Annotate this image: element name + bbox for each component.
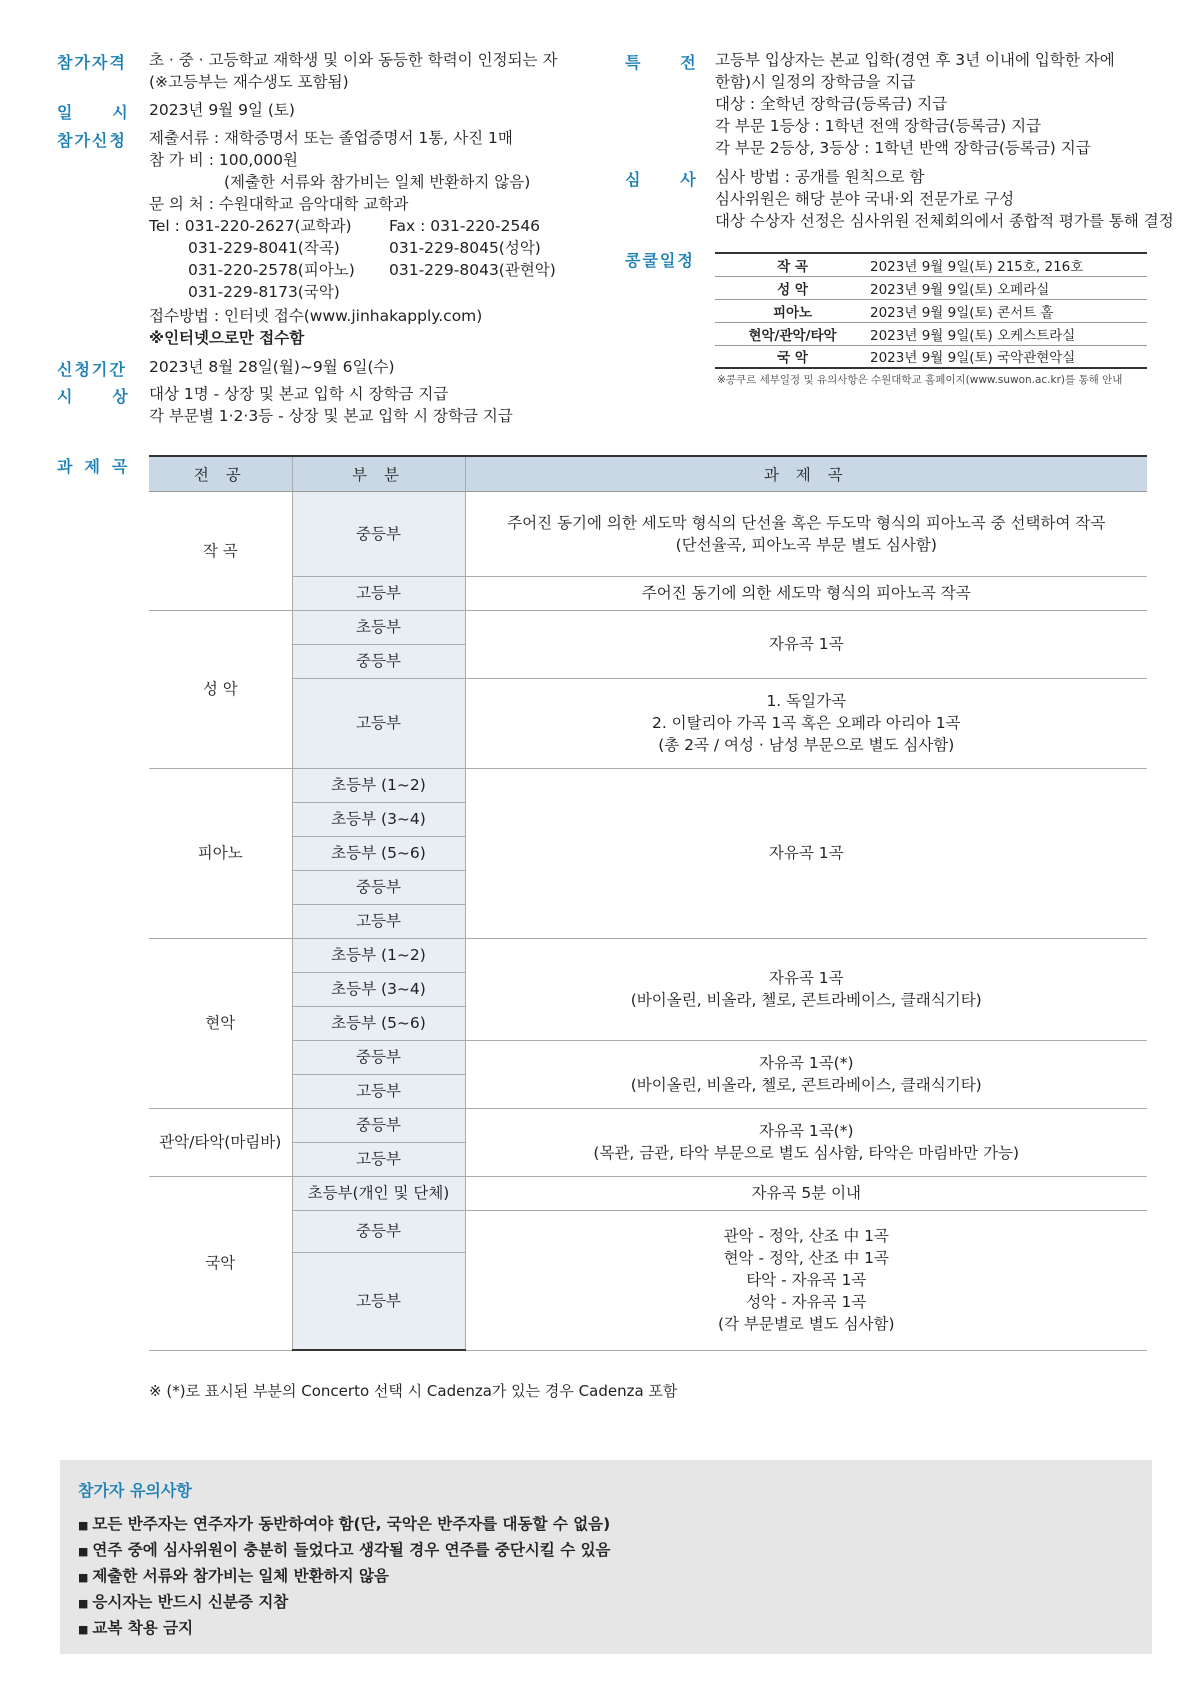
schedule-when: 2023년 9월 9일(토) 콘서트 홀: [870, 299, 1147, 322]
application-contact: 문 의 처 : 수원대학교 음악대학 교학과: [149, 195, 409, 213]
schedule-row: [715, 276, 1147, 299]
eligibility-line-2: (※고등부는 재수생도 포함됨): [149, 73, 349, 91]
application-documents: 제출서류 : 재학증명서 또는 졸업증명서 1통, 사진 1매: [149, 129, 513, 147]
division-cell: 중등부: [292, 491, 465, 576]
task-cell: 자유곡 1곡: [465, 768, 1147, 938]
table-row: [149, 1210, 1147, 1252]
major-strings: 현악: [149, 938, 292, 1108]
task-line: 1. 독일가곡: [766, 692, 847, 710]
schedule-part: 현악/관악/타악: [715, 322, 870, 345]
tel-vocal: 031-229-8045(성악): [389, 239, 541, 257]
division-cell: 초등부 (1~2): [292, 938, 465, 972]
task-line: 관악 - 정악, 산조 中 1곡: [723, 1227, 889, 1245]
notice-item-text: 응시자는 반드시 신분증 지참: [92, 1593, 289, 1611]
judging-label: 심 사: [625, 170, 698, 189]
schedule-row: [715, 322, 1147, 345]
task-line: 성악 - 자유곡 1곡: [746, 1293, 867, 1311]
tel-composition: 031-229-8041(작곡): [188, 239, 340, 257]
list-item: [78, 1616, 611, 1642]
schedule-row: [715, 345, 1147, 368]
table-row: [149, 678, 1147, 768]
task-line: 타악 - 자유곡 1곡: [746, 1271, 867, 1289]
table-header-row: [149, 456, 1147, 491]
task-cell: [465, 938, 1147, 1040]
schedule-when: 2023년 9월 9일(토) 오케스트라실: [870, 322, 1147, 345]
awards-line-2: 각 부문별 1·2·3등 - 상장 및 본교 입학 시 장학금 지급: [149, 407, 513, 425]
list-item: [78, 1590, 611, 1616]
division-cell: 초등부: [292, 610, 465, 644]
division-cell: 중등부: [292, 1040, 465, 1074]
division-cell: 고등부: [292, 1142, 465, 1176]
division-cell: 고등부: [292, 1252, 465, 1350]
date-label: 일 시: [57, 103, 130, 122]
notice-title: 참가자 유의사항: [78, 1481, 192, 1500]
tel-orchestra: 031-229-8043(관현악): [389, 261, 556, 279]
notice-item-text: 모든 반주자는 연주자가 동반하여야 함(단, 국악은 반주자를 대동할 수 없음): [92, 1515, 611, 1533]
application-fee-note: (제출한 서류와 참가비는 일체 반환하지 않음): [224, 173, 531, 191]
schedule-row: [715, 299, 1147, 322]
fax-number: Fax : 031-220-2546: [389, 217, 541, 235]
division-cell: 초등부 (3~4): [292, 972, 465, 1006]
repertoire-table: [149, 455, 1147, 1351]
tel-korean: 031-229-8173(국악): [188, 283, 340, 301]
major-korean: 국악: [149, 1176, 292, 1350]
division-cell: 초등부 (3~4): [292, 802, 465, 836]
application-fee: 참 가 비 : 100,000원: [149, 151, 298, 169]
task-cell: [465, 1108, 1147, 1176]
list-item: [78, 1512, 611, 1538]
task-cell: [465, 1040, 1147, 1108]
header-major: 전 공: [149, 456, 292, 491]
division-cell: 초등부 (1~2): [292, 768, 465, 802]
schedule-table: [715, 252, 1147, 369]
major-winds: 관악/타악(마림바): [149, 1108, 292, 1176]
division-cell: 초등부 (5~6): [292, 1006, 465, 1040]
schedule-part: 국 악: [715, 345, 870, 368]
table-row: [149, 610, 1147, 644]
header-task: 과 제 곡: [465, 456, 1147, 491]
tel-piano: 031-220-2578(피아노): [188, 261, 355, 279]
task-line: (바이올린, 비올라, 첼로, 콘트라베이스, 클래식기타): [630, 1076, 982, 1094]
division-cell: 고등부: [292, 576, 465, 610]
repertoire-footnote: ※ (*)로 표시된 부분의 Concerto 선택 시 Cadenza가 있는 경우 Cadenza 포함: [149, 1382, 678, 1400]
schedule-when: 2023년 9월 9일(토) 국악관현악실: [870, 345, 1147, 368]
table-row: [149, 1040, 1147, 1074]
division-cell: 중등부: [292, 644, 465, 678]
notice-item-text: 제출한 서류와 참가비는 일체 반환하지 않음: [92, 1567, 389, 1585]
period-label: 신청기간: [57, 360, 127, 379]
notice-item-text: 교복 착용 금지: [92, 1619, 194, 1637]
division-cell: 중등부: [292, 1108, 465, 1142]
list-item: [78, 1538, 611, 1564]
division-cell: 중등부: [292, 870, 465, 904]
table-row: [149, 1108, 1147, 1142]
table-row: [149, 938, 1147, 972]
task-cell: 주어진 동기에 의한 세도막 형식의 피아노곡 작곡: [465, 576, 1147, 610]
schedule-part: 작 곡: [715, 253, 870, 276]
benefits-line-5: 각 부문 2등상, 3등상 : 1학년 반액 장학금(등록금) 지급: [715, 139, 1091, 157]
tel-academic: Tel : 031-220-2627(교학과): [149, 217, 352, 235]
benefits-line-4: 각 부문 1등상 : 1학년 전액 장학금(등록금) 지급: [715, 117, 1042, 135]
header-division: 부 분: [292, 456, 465, 491]
awards-label: 시 상: [57, 387, 130, 406]
task-line: 자유곡 1곡: [768, 969, 844, 987]
table-row: [149, 576, 1147, 610]
notice-list: [78, 1512, 611, 1642]
schedule-part: 피아노: [715, 299, 870, 322]
division-cell: 중등부: [292, 1210, 465, 1252]
task-cell: 자유곡 1곡: [465, 610, 1147, 678]
benefits-line-3: 대상 : 全학년 장학금(등록금) 지급: [715, 95, 948, 113]
bullet-icon: ■: [78, 1597, 89, 1610]
task-line: 자유곡 1곡(*): [758, 1054, 854, 1072]
major-vocal: 성 악: [149, 610, 292, 768]
table-row: [149, 768, 1147, 802]
table-row: [149, 1176, 1147, 1210]
division-cell: 고등부: [292, 904, 465, 938]
benefits-label: 특 전: [625, 53, 698, 72]
task-cell: [465, 678, 1147, 768]
task-cell: [465, 491, 1147, 576]
judging-line-3: 대상 수상자 선정은 심사위원 전체회의에서 종합적 평가를 통해 결정: [715, 212, 1174, 230]
period-value: 2023년 8월 28일(월)~9월 6일(수): [149, 358, 395, 376]
division-cell: 고등부: [292, 678, 465, 768]
eligibility-line-1: 초 · 중 · 고등학교 재학생 및 이와 동등한 학력이 인정되는 자: [149, 51, 558, 69]
bullet-icon: ■: [78, 1519, 89, 1532]
table-row: [149, 491, 1147, 576]
division-cell: 초등부 (5~6): [292, 836, 465, 870]
task-line: 현악 - 정악, 산조 中 1곡: [723, 1249, 889, 1267]
judging-line-1: 심사 방법 : 공개를 원칙으로 함: [715, 168, 925, 186]
division-cell: 고등부: [292, 1074, 465, 1108]
application-label: 참가신청: [57, 131, 127, 150]
division-cell: 초등부(개인 및 단체): [292, 1176, 465, 1210]
task-line: (바이올린, 비올라, 첼로, 콘트라베이스, 클래식기타): [630, 991, 982, 1009]
notice-item-text: 연주 중에 심사위원이 충분히 들었다고 생각될 경우 연주를 중단시킬 수 있음: [92, 1541, 611, 1559]
task-line: (총 2곡 / 여성 · 남성 부문으로 별도 심사함): [658, 736, 955, 754]
awards-line-1: 대상 1명 - 상장 및 본교 입학 시 장학금 지급: [149, 385, 449, 403]
schedule-part: 성 악: [715, 276, 870, 299]
repertoire-label: 과제곡: [57, 457, 140, 476]
benefits-line-1: 고등부 입상자는 본교 입학(경연 후 3년 이내에 입학한 자에: [715, 51, 1115, 69]
task-line: (각 부문별로 별도 심사함): [717, 1315, 895, 1333]
task-line: 2. 이탈리아 가곡 1곡 혹은 오페라 아리아 1곡: [651, 714, 961, 732]
date-value: 2023년 9월 9일 (토): [149, 101, 295, 119]
bullet-icon: ■: [78, 1545, 89, 1558]
schedule-when: 2023년 9월 9일(토) 215호, 216호: [870, 253, 1147, 276]
benefits-line-2: 한함)시 일정의 장학금을 지급: [715, 73, 916, 91]
application-method-note: ※인터넷으로만 접수함: [149, 329, 305, 347]
task-line: (단선율곡, 피아노곡 부문 별도 심사함): [675, 535, 937, 554]
major-piano: 피아노: [149, 768, 292, 938]
schedule-label: 콩쿨일정: [625, 251, 695, 270]
task-line: 주어진 동기에 의한 세도막 형식의 단선율 혹은 두도막 형식의 피아노곡 중 선택하여 작곡: [507, 513, 1106, 532]
bullet-icon: ■: [78, 1623, 89, 1636]
major-composition: 작 곡: [149, 491, 292, 610]
judging-line-2: 심사위원은 해당 분야 국내·외 전문가로 구성: [715, 190, 1015, 208]
bullet-icon: ■: [78, 1571, 89, 1584]
notice-box: [60, 1460, 1152, 1654]
task-line: (목관, 금관, 타악 부문으로 별도 심사함, 타악은 마림바만 가능): [593, 1144, 1020, 1162]
schedule-note: ※콩쿠르 세부일정 및 유의사항은 수원대학교 홈페이지(www.suwon.ac.kr)를 통해 안내: [717, 374, 1123, 386]
application-method: 접수방법 : 인터넷 접수(www.jinhakapply.com): [149, 307, 483, 325]
task-cell: [465, 1210, 1147, 1350]
eligibility-label: 참가자격: [57, 53, 127, 72]
task-cell: 자유곡 5분 이내: [465, 1176, 1147, 1210]
schedule-when: 2023년 9월 9일(토) 오페라실: [870, 276, 1147, 299]
schedule-row: [715, 253, 1147, 276]
list-item: [78, 1564, 611, 1590]
task-line: 자유곡 1곡(*): [758, 1122, 854, 1140]
